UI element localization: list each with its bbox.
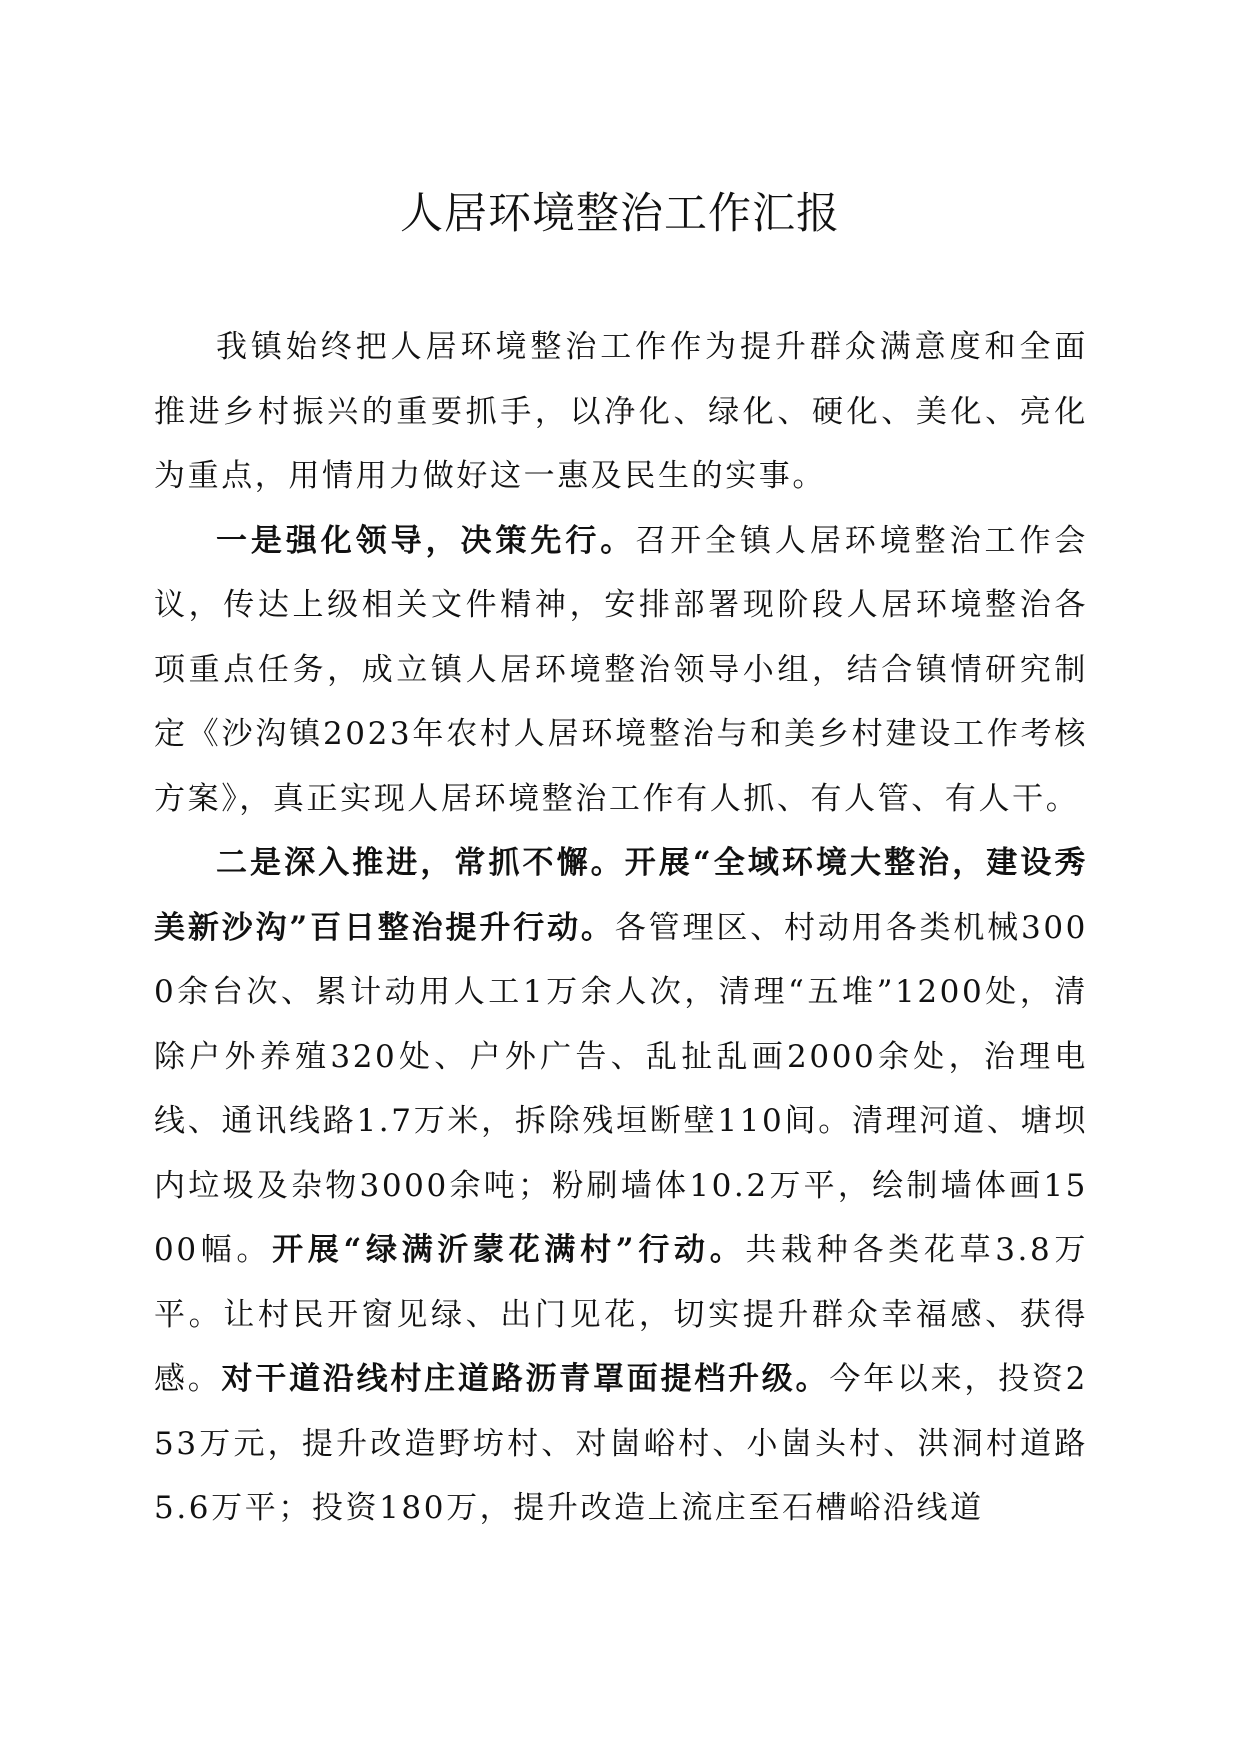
emphasis-text: 对干道沿线村庄道路沥青罩面提档升级。 [221, 1361, 830, 1397]
paragraph-intro [154, 315, 1088, 509]
section-heading: 二是深入推进，常抓不懈。开展“全域环境大整治，建设秀美新沙沟”百日整治提升行动。 [154, 845, 1088, 946]
paragraph-text: 各管理区、村动用各类机械3000余台次、累计动用人工1万余人次，清理“五堆”1200处，清除户外养殖320处、户外广告、乱扯乱画2000余处，治理电线、通讯线路1.7万米，拆除残垣断壁110间。清理河道、塘坝内垃圾及杂物3000余吨；粉刷墙体10.2万平，绘制墙体画1500幅。 [154, 909, 1088, 1268]
paragraph-point-one [154, 509, 1088, 832]
paragraph-text: 今年以来，投资253万元，提升改造野坊村、对崮峪村、小崮头村、洪洞村道路5.6万平；投资180万，提升改造上流庄至石槽峪沿线道 [154, 1361, 1088, 1526]
section-heading: 一是强化领导，决策先行。 [216, 522, 636, 559]
page-title: 人居环境整治工作汇报 [400, 189, 840, 239]
document-body [154, 315, 1088, 1541]
emphasis-text: 开展“绿满沂蒙花满村”行动。 [272, 1232, 746, 1268]
paragraph-text: 共栽种各类花草3.8万平。让村民开窗见绿、出门见花，切实提升群众幸福感、获得感。 [154, 1232, 1088, 1397]
paragraph-text: 我镇始终把人居环境整治工作作为提升群众满意度和全面推进乡村振兴的重要抓手，以净化、绿化、硬化、美化、亮化为重点，用情用力做好这一惠及民生的实事。 [154, 329, 1088, 494]
paragraph-text: 召开全镇人居环境整治工作会议，传达上级相关文件精神，安排部署现阶段人居环境整治各项重点任务，成立镇人居环境整治领导小组，结合镇情研究制定《沙沟镇2023年农村人居环境整治与和美乡村建设工作考核方案》，真正实现人居环境整治工作有人抓、有人管、有人干。 [154, 522, 1088, 817]
paragraph-point-two [154, 831, 1088, 1541]
